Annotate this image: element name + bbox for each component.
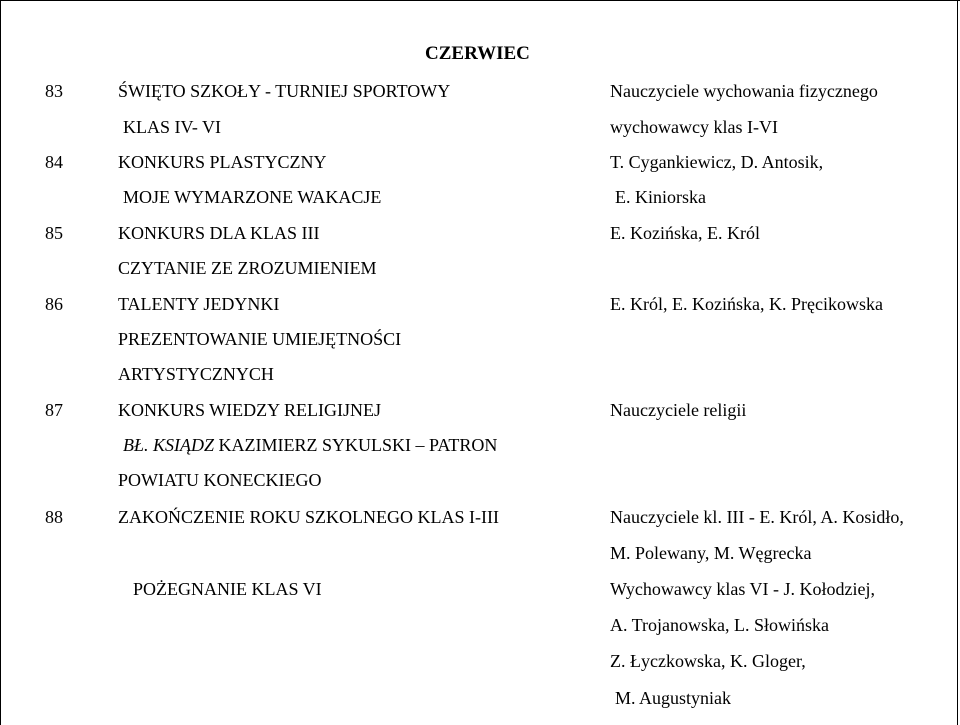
table-right-border (957, 0, 958, 725)
event-line: KONKURS PLASTYCZNY (118, 152, 327, 172)
row-number: 83 (45, 81, 63, 101)
responsible-line: T. Cygankiewicz, D. Antosik, (610, 152, 824, 172)
row-number: 88 (45, 507, 63, 527)
event-line: MOJE WYMARZONE WAKACJE (123, 187, 382, 207)
responsible-line: Z. Łyczkowska, K. Gloger, (610, 651, 806, 671)
event-line: KONKURS DLA KLAS III (118, 223, 320, 243)
responsible-line: Wychowawcy klas VI - J. Kołodziej, (610, 579, 876, 599)
table-left-border (0, 0, 1, 725)
responsible-line: Nauczyciele kl. III - E. Król, A. Kosidło, (610, 507, 904, 527)
responsible-line: E. Kiniorska (615, 187, 706, 207)
event-line: KLAS IV- VI (123, 117, 222, 137)
patron-name: KAZIMIERZ SYKULSKI – PATRON (214, 435, 498, 455)
event-line: ŚWIĘTO SZKOŁY - TURNIEJ SPORTOWY (118, 81, 451, 101)
event-line: CZYTANIE ZE ZROZUMIENIEM (118, 258, 377, 278)
event-line: ZAKOŃCZENIE ROKU SZKOLNEGO KLAS I-III (118, 507, 499, 527)
month-heading: CZERWIEC (425, 43, 530, 64)
responsible-line: wychowawcy klas I-VI (610, 117, 778, 137)
event-line: KONKURS WIEDZY RELIGIJNEJ (118, 400, 381, 420)
responsible-line: Nauczyciele religii (610, 400, 747, 420)
row-number: 87 (45, 400, 63, 420)
table-top-border (0, 0, 960, 1)
responsible-line: E. Król, E. Kozińska, K. Pręcikowska (610, 294, 883, 314)
row-number: 85 (45, 223, 63, 243)
responsible-line: E. Kozińska, E. Król (610, 223, 760, 243)
event-line: ARTYSTYCZNYCH (118, 364, 274, 384)
event-line: PREZENTOWANIE UMIEJĘTNOŚCI (118, 329, 402, 349)
event-line: POWIATU KONECKIEGO (118, 470, 322, 490)
event-line: TALENTY JEDYNKI (118, 294, 280, 314)
row-number: 84 (45, 152, 63, 172)
row-number: 86 (45, 294, 63, 314)
event-line: POŻEGNANIE KLAS VI (133, 579, 322, 599)
event-line-2 (123, 433, 497, 457)
responsible-line: M. Polewany, M. Węgrecka (610, 543, 812, 563)
responsible-line: A. Trojanowska, L. Słowińska (610, 615, 830, 635)
responsible-line: M. Augustyniak (615, 688, 732, 708)
patron-prefix: BŁ. KSIĄDZ (123, 435, 215, 455)
responsible-line: Nauczyciele wychowania fizycznego (610, 81, 878, 101)
